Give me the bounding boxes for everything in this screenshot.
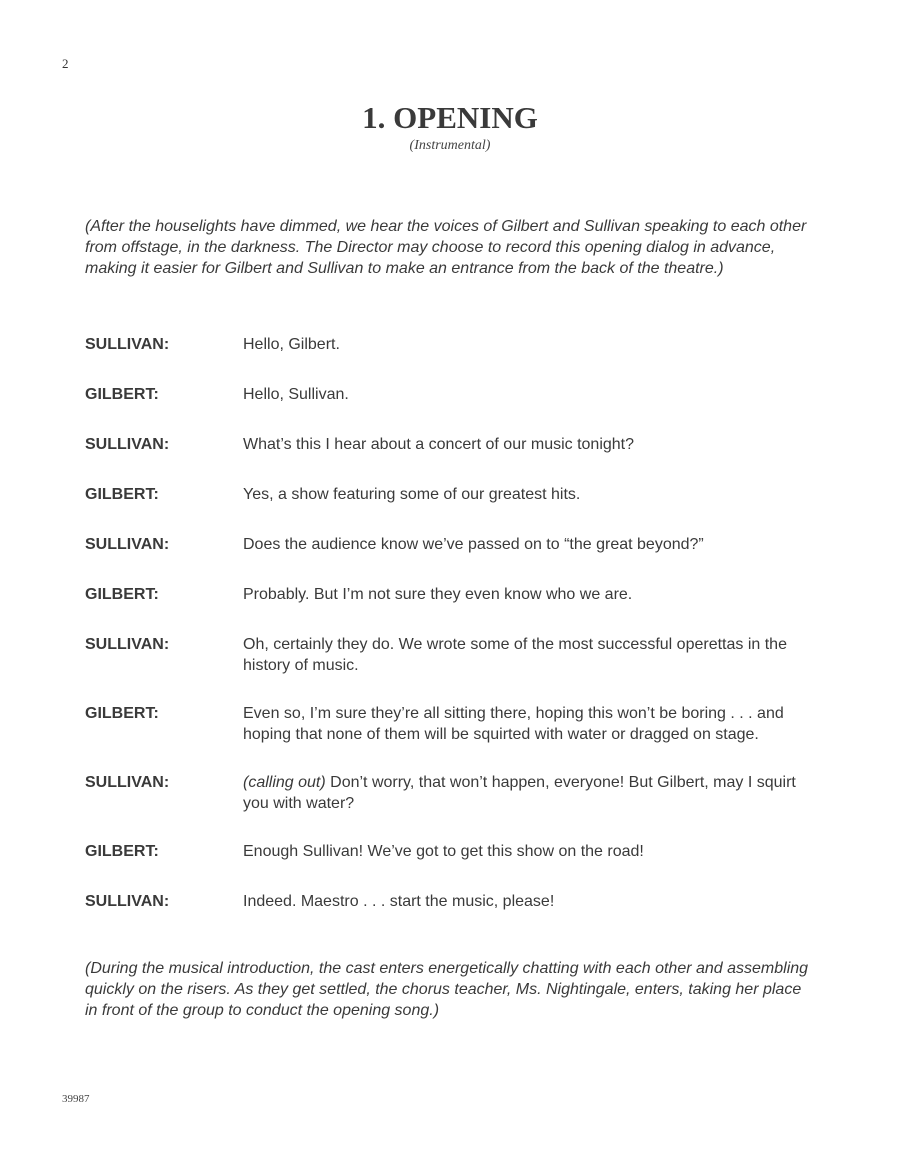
dialogue-line (85, 891, 815, 912)
speech-body: Does the audience know we’ve passed on to “the great beyond?” (243, 536, 704, 553)
speaker-name: SULLIVAN: (85, 774, 170, 791)
speaker-name: SULLIVAN: (85, 436, 170, 453)
catalog-code: 39987 (62, 1093, 90, 1105)
dialogue-line (85, 384, 815, 405)
section-title: 1. OPENING (362, 100, 538, 135)
speaker-name: GILBERT: (85, 705, 159, 722)
outro-stage-direction: (During the musical introduction, the cast enters energetically chatting with each other and assembling quickly on the risers. As they get settled, the chorus teacher, Ms. Nightingale, enters, taking her place in front of the group to conduct the opening song.) (85, 960, 809, 1019)
speaker-name: GILBERT: (85, 486, 159, 503)
speech-body: Hello, Sullivan. (243, 386, 349, 403)
speaker-name: SULLIVAN: (85, 636, 170, 653)
intro-stage-direction: (After the houselights have dimmed, we hear the voices of Gilbert and Sullivan speaking to each other from offstage, in the darkness. The Director may choose to record this opening dialog in advance, making it easier for Gilbert and Sullivan to make an entrance from the back of the theatre.) (85, 218, 807, 277)
speech-body: Indeed. Maestro . . . start the music, please! (243, 893, 555, 910)
speech-text (243, 703, 815, 745)
dialogue-line (85, 703, 815, 745)
dialogue-line (85, 772, 815, 814)
dialogue-line (85, 334, 815, 355)
speaker-name: GILBERT: (85, 843, 159, 860)
speech-body: Even so, I’m sure they’re all sitting there, hoping this won’t be boring . . . and hoping that none of them will be squirted with water or dragged on stage. (243, 705, 784, 743)
dialogue-line (85, 584, 815, 605)
dialogue-line (85, 634, 815, 676)
inline-stage-direction: (calling out) (243, 774, 326, 791)
speech-text (243, 384, 815, 405)
dialogue-list (85, 334, 815, 941)
speech-body: Yes, a show featuring some of our greatest hits. (243, 486, 581, 503)
speaker-name: SULLIVAN: (85, 536, 170, 553)
speaker-name: GILBERT: (85, 586, 159, 603)
dialogue-line (85, 534, 815, 555)
speech-text (243, 841, 815, 862)
speaker-name: SULLIVAN: (85, 893, 170, 910)
speech-text (243, 334, 815, 355)
speech-body: Enough Sullivan! We’ve got to get this show on the road! (243, 843, 644, 860)
page-number: 2 (62, 56, 69, 71)
speech-text (243, 891, 815, 912)
speaker-name: SULLIVAN: (85, 336, 170, 353)
speech-body: Oh, certainly they do. We wrote some of the most successful operettas in the history of music. (243, 636, 787, 674)
speech-text (243, 584, 815, 605)
speech-text (243, 772, 815, 814)
dialogue-line (85, 484, 815, 505)
speaker-name: GILBERT: (85, 386, 159, 403)
speech-text (243, 634, 815, 676)
dialogue-line (85, 841, 815, 862)
speech-body: What’s this I hear about a concert of our music tonight? (243, 436, 635, 453)
section-subtitle: (Instrumental) (409, 138, 491, 153)
speech-text (243, 434, 815, 455)
speech-body: Probably. But I’m not sure they even know who we are. (243, 586, 633, 603)
speech-text (243, 484, 815, 505)
speech-body: Don’t worry, that won’t happen, everyone! But Gilbert, may I squirt you with water? (243, 774, 796, 812)
speech-body: Hello, Gilbert. (243, 336, 340, 353)
dialogue-line (85, 434, 815, 455)
speech-text (243, 534, 815, 555)
